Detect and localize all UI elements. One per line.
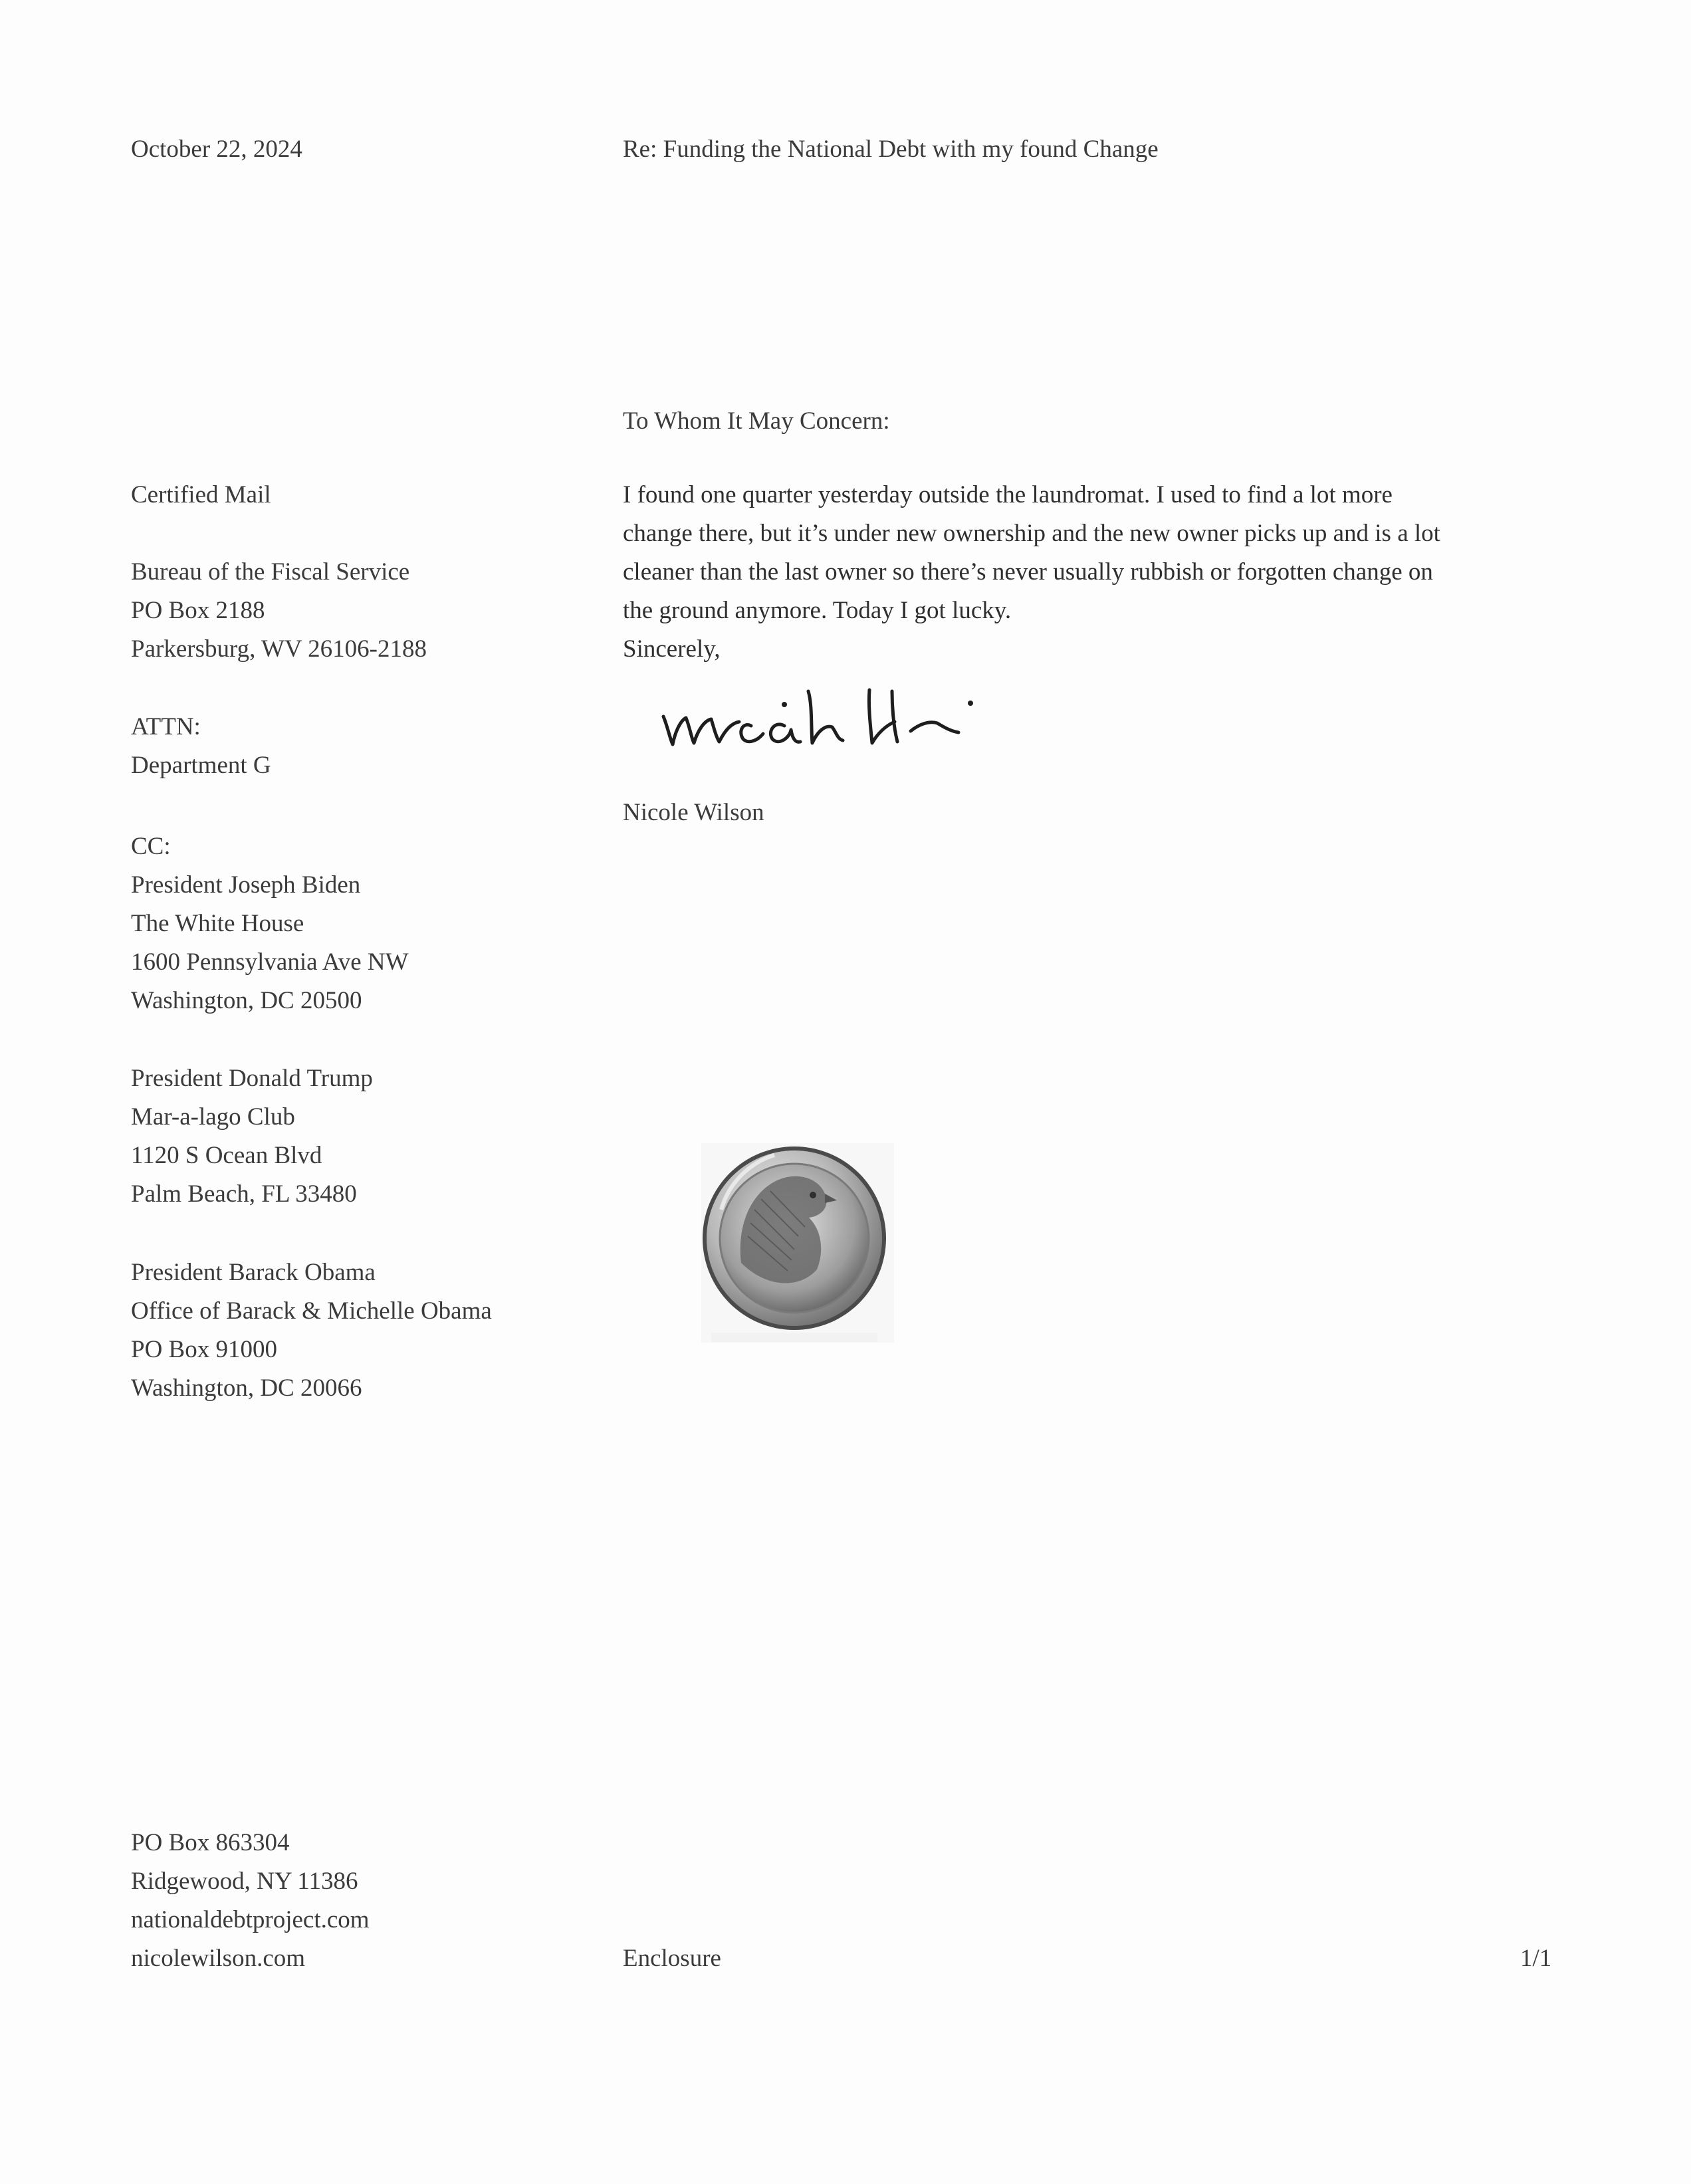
delivery-method: Certified Mail xyxy=(131,481,271,508)
sender-info xyxy=(131,1824,370,1978)
address-line: Bureau of the Fiscal Service xyxy=(131,558,410,586)
handwritten-signature-icon xyxy=(658,665,1017,764)
cc-block xyxy=(131,827,409,1020)
body-line: the ground anymore. Today I got lucky. xyxy=(623,597,1012,624)
cc-line: The White House xyxy=(131,910,304,937)
cc-line: Mar-a-lago Club xyxy=(131,1103,295,1131)
cc-line: 1600 Pennsylvania Ave NW xyxy=(131,948,409,976)
cc-recipient-trump xyxy=(131,1059,373,1214)
quarter-coin-photo-icon xyxy=(695,1130,894,1343)
cc-label: CC: xyxy=(131,833,171,860)
attn-value: Department G xyxy=(131,752,271,779)
body-line: I found one quarter yesterday outside the laundromat. I used to find a lot more xyxy=(623,481,1393,508)
salutation: To Whom It May Concern: xyxy=(623,407,890,435)
cc-line: 1120 S Ocean Blvd xyxy=(131,1142,322,1169)
body-line: cleaner than the last owner so there’s never usually rubbish or forgotten change on xyxy=(623,558,1433,586)
recipient-address xyxy=(131,553,427,669)
cc-line: Office of Barack & Michelle Obama xyxy=(131,1297,492,1325)
sender-line: Ridgewood, NY 11386 xyxy=(131,1868,358,1895)
sender-line: PO Box 863304 xyxy=(131,1829,290,1856)
sender-website: nicolewilson.com xyxy=(131,1945,306,1972)
body-line: change there, but it’s under new ownership and the new owner picks up and is a lot xyxy=(623,520,1440,547)
address-line: Parkersburg, WV 26106-2188 xyxy=(131,635,427,663)
cc-line: PO Box 91000 xyxy=(131,1336,277,1363)
letter-body xyxy=(623,476,1567,669)
cc-line: President Donald Trump xyxy=(131,1065,373,1092)
page-number: 1/1 xyxy=(1520,1945,1552,1972)
signer-name: Nicole Wilson xyxy=(623,799,764,826)
cc-line: Washington, DC 20066 xyxy=(131,1374,362,1402)
letter-date: October 22, 2024 xyxy=(131,136,302,163)
cc-line: President Joseph Biden xyxy=(131,871,361,899)
letter-subject: Re: Funding the National Debt with my found Change xyxy=(623,136,1159,163)
attn-label: ATTN: xyxy=(131,713,201,740)
cc-line: Washington, DC 20500 xyxy=(131,987,362,1014)
closing: Sincerely, xyxy=(623,635,721,663)
cc-line: President Barack Obama xyxy=(131,1259,376,1286)
cc-recipient-obama xyxy=(131,1254,492,1408)
enclosure-note: Enclosure xyxy=(623,1945,721,1972)
address-line: PO Box 2188 xyxy=(131,597,265,624)
attn-block xyxy=(131,708,271,785)
cc-line: Palm Beach, FL 33480 xyxy=(131,1180,357,1208)
sender-website: nationaldebtproject.com xyxy=(131,1906,370,1933)
